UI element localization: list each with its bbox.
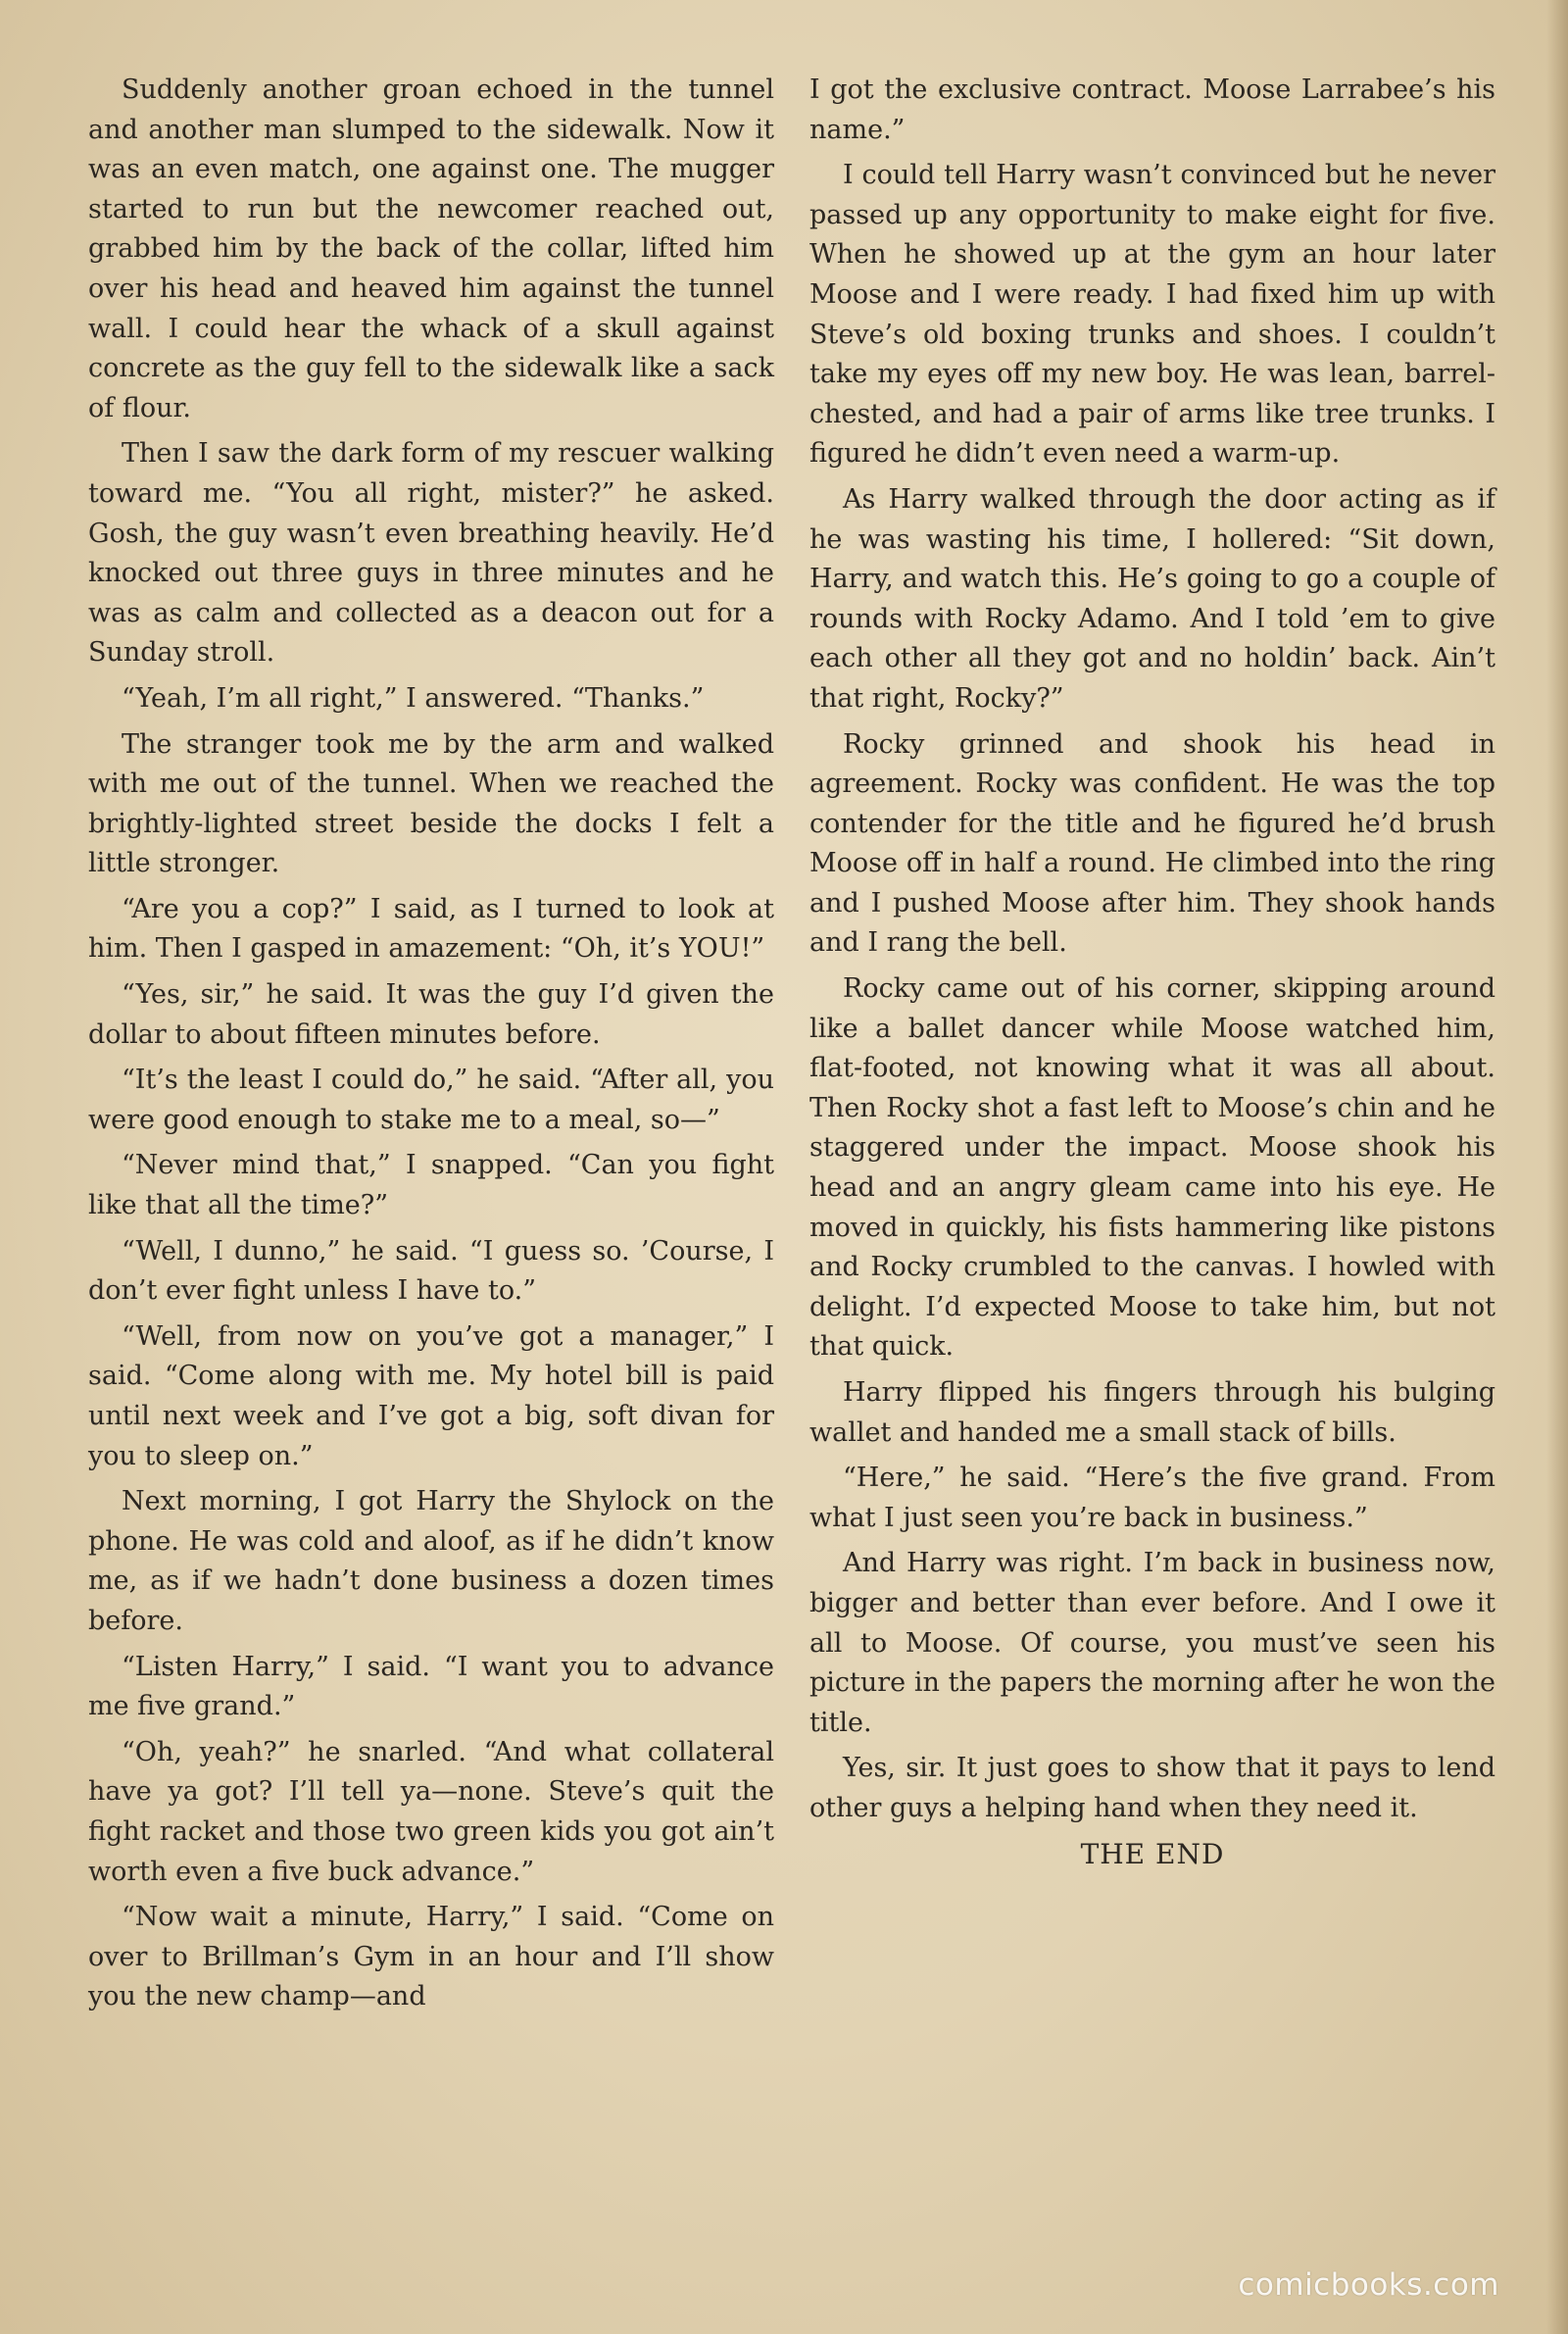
watermark: comicbooks.com <box>1238 2267 1499 2303</box>
paragraph: The stranger took me by the arm and walked with me out of the tunnel. When we reached the brightly-lighted street beside the docks I felt a little stronger. <box>88 728 774 879</box>
paragraph: “Listen Harry,” I said. “I want you to advance me five grand.” <box>88 1651 774 1722</box>
page-edge-shadow <box>1546 0 1568 2334</box>
the-end-label: THE END <box>1080 1837 1225 1870</box>
paragraph: Rocky grinned and shook his head in agreement. Rocky was confident. He was the top contender for the title and he figured he’d brush Moose off in half a round. He climbed into the ring and I pushed Moose after him. They shook hands and I rang the bell. <box>809 728 1495 959</box>
paragraph: Suddenly another groan echoed in the tunnel and another man slumped to the sidewalk. Now it was an even match, one against one. The mugger started to run but the newcomer reached out, grabbed him by the back of the collar, lifted him over his head and heaved him against the tunnel wall. I could hear the whack of a skull against concrete as the guy fell to the sidewalk like a sack of flour. <box>88 74 774 423</box>
paragraph: Rocky came out of his corner, skipping around like a ballet dancer while Moose watched him, flat-footed, not knowing what it was all about. Then Rocky shot a fast left to Moose’s chin and he staggered under the impact. Moose shook his head and an angry gleam came into his eye. He moved in quickly, his fists hammering like pistons and Rocky crumbled to the canvas. I howled with delight. I’d expected Moose to take him, but not that quick. <box>809 973 1495 1363</box>
paragraph: Next morning, I got Harry the Shylock on the phone. He was cold and aloof, as if he didn’t know me, as if we hadn’t done business a dozen times before. <box>88 1486 774 1636</box>
left-text-column <box>88 71 774 2023</box>
paragraph: Then I saw the dark form of my rescuer walking toward me. “You all right, mister?” he asked. Gosh, the guy wasn’t even breathing heavily. He’d knocked out three guys in three minutes and he was as calm and collected as a deacon out for a Sunday stroll. <box>88 438 774 669</box>
paragraph: Yes, sir. It just goes to show that it pays to lend other guys a helping hand when they need it. <box>809 1753 1495 1823</box>
paragraph: “Well, I dunno,” he said. “I guess so. ’Course, I don’t ever fight unless I have to.” <box>88 1235 774 1307</box>
paragraph: And Harry was right. I’m back in business now, bigger and better than ever before. And I owe it all to Moose. Of course, you must’ve seen his picture in the papers the morning after he won the title. <box>809 1548 1495 1738</box>
paragraph: “Yes, sir,” he said. It was the guy I’d given the dollar to about fifteen minutes before. <box>88 979 774 1050</box>
paragraph: “Yeah, I’m all right,” I answered. “Thanks.” <box>122 682 705 714</box>
paragraph: “Well, from now on you’ve got a manager,” I said. “Come along with me. My hotel bill is paid until next week and I’ve got a big, soft divan for you to sleep on.” <box>88 1320 774 1471</box>
paragraph: “Never mind that,” I snapped. “Can you fight like that all the time?” <box>88 1150 774 1221</box>
paragraph: “Now wait a minute, Harry,” I said. “Come on over to Brillman’s Gym in an hour and I’ll show you the new champ—and <box>88 1902 774 2012</box>
paragraph: I got the exclusive contract. Moose Larrabee’s his name.” <box>809 74 1495 145</box>
paragraph: As Harry walked through the door acting as if he was wasting his time, I hollered: “Sit down, Harry, and watch this. He’s going to go a couple of rounds with Rocky Adamo. And I told ’em to give each other all they got and no holdin’ back. Ain’t that right, Rocky?” <box>809 483 1495 714</box>
paragraph: I could tell Harry wasn’t convinced but he never passed up any opportunity to make eight for five. When he showed up at the gym an hour later Moose and I were ready. I had fixed him up with Steve’s old boxing trunks and shoes. I couldn’t take my eyes off my new boy. He was lean, barrel-chested, and had a pair of arms like tree trunks. I figured he didn’t even need a warm-up. <box>809 160 1495 470</box>
paragraph: “Are you a cop?” I said, as I turned to look at him. Then I gasped in amazement: “Oh, it’s YOU!” <box>88 893 774 965</box>
paragraph: “It’s the least I could do,” he said. “After all, you were good enough to stake me to a meal, so—” <box>88 1065 774 1135</box>
paragraph: “Oh, yeah?” he snarled. “And what collateral have ya got? I’ll tell ya—none. Steve’s quit the fight racket and those two green kids you got ain’t worth even a five buck advance.” <box>88 1736 774 1887</box>
paragraph: Harry flipped his fingers through his bulging wallet and handed me a small stack of bills. <box>809 1377 1495 1448</box>
paragraph: “Here,” he said. “Here’s the five grand. From what I just seen you’re back in business.” <box>809 1463 1495 1533</box>
right-text-column <box>809 71 1495 1880</box>
